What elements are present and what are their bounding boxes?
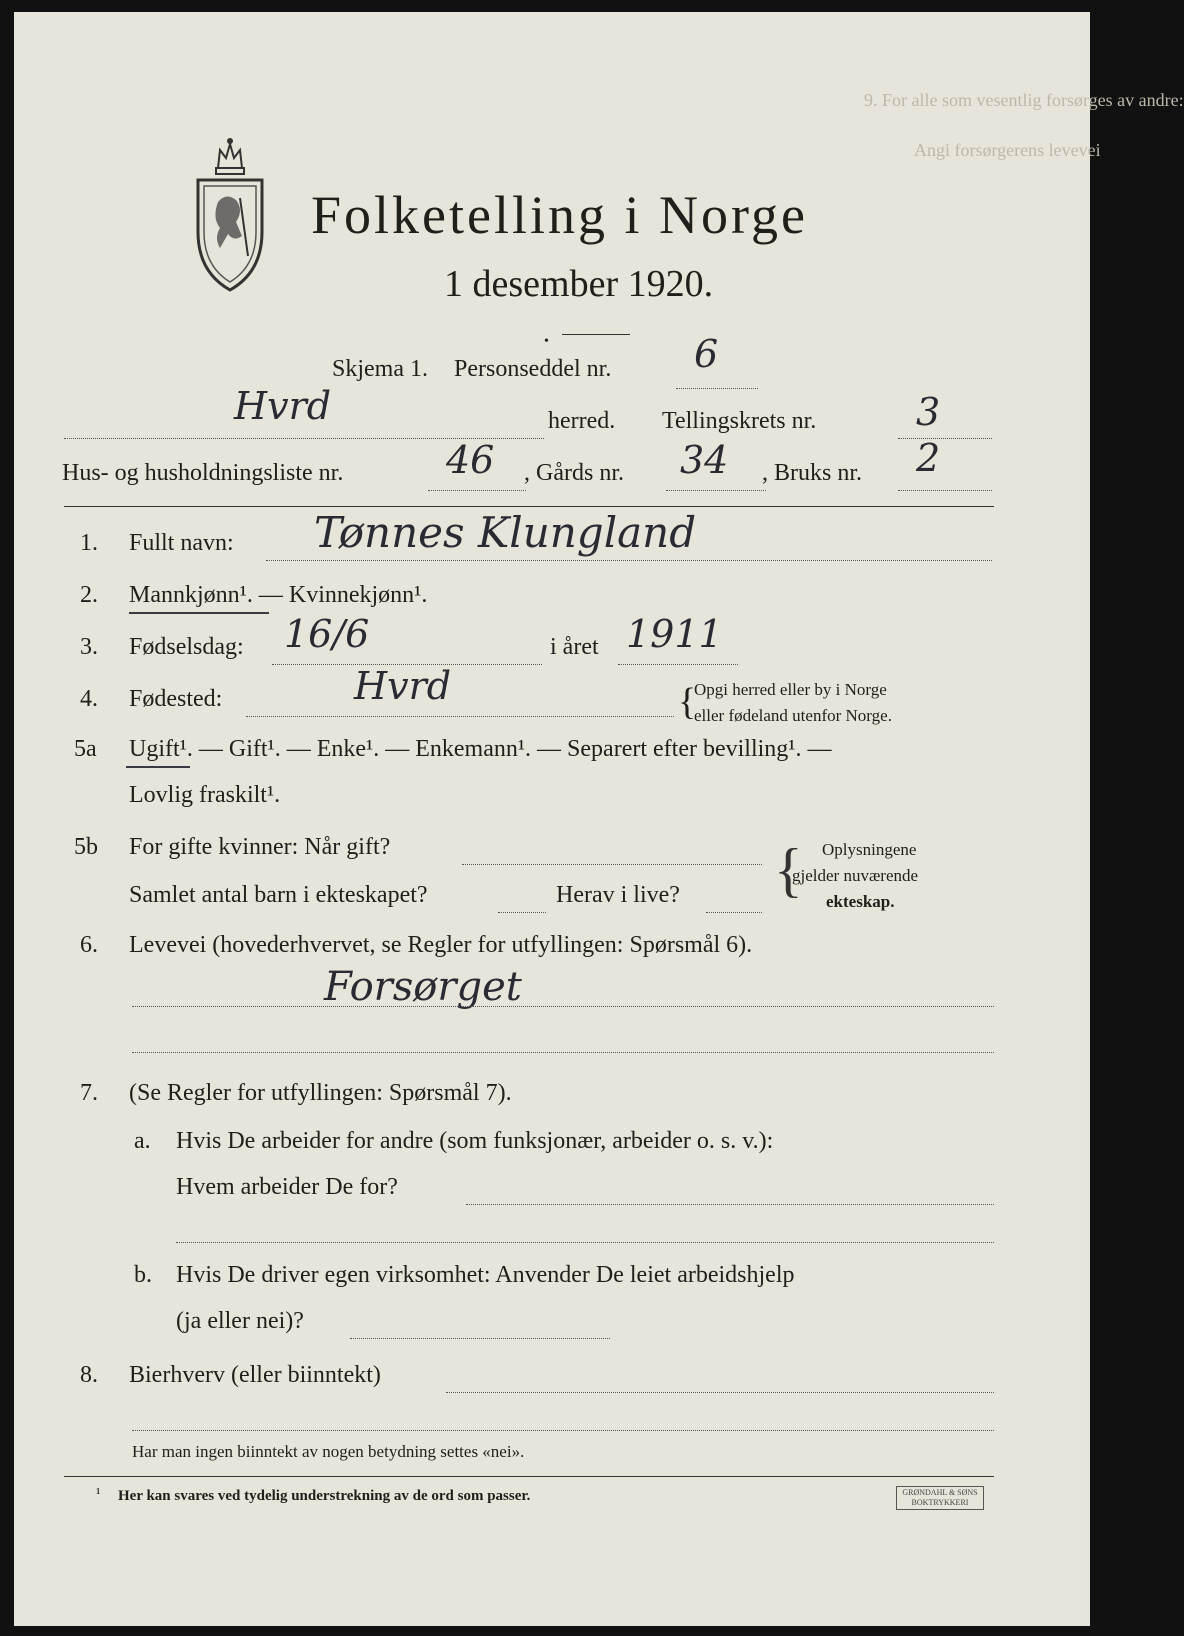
q7b-question: Hvis De driver egen virksomhet: Anvender De leiet arbeidshjelp <box>176 1262 795 1288</box>
birthplace-note-2: eller fødeland utenfor Norge. <box>694 706 892 725</box>
side-income-line-2[interactable] <box>132 1430 994 1431</box>
footnote: Her kan svares ved tydelig understrekning av de ord som passer. <box>118 1488 531 1504</box>
tellingskrets-line <box>898 438 992 439</box>
side-income-line[interactable] <box>446 1392 994 1393</box>
q7a-question: Hvis De arbeider for andre (som funksjonær, arbeider o. s. v.): <box>176 1128 774 1154</box>
tellingskrets-label: Tellingskrets nr. <box>662 408 817 434</box>
occupation-value[interactable]: Forsørget <box>324 964 522 1010</box>
marital-status-options[interactable]: Ugift¹. — Gift¹. — Enke¹. — Enkemann¹. — Separert efter bevilling¹. — <box>129 736 832 762</box>
q7b-yes-no-label: (ja eller nei)? <box>176 1308 304 1334</box>
birthplace-value[interactable]: Hvrd <box>354 664 452 708</box>
marriage-note-2: gjelder nuværende <box>792 866 919 885</box>
q2-number: 2. <box>80 582 98 608</box>
birth-year-value[interactable]: 1911 <box>626 612 723 656</box>
household-list-value[interactable]: 46 <box>446 438 495 482</box>
mannkjonn-underline <box>129 612 269 614</box>
bruks-label: , Bruks nr. <box>762 460 863 486</box>
birthday-value[interactable]: 16/6 <box>284 612 370 656</box>
herred-label: herred. <box>548 408 616 434</box>
gards-line <box>666 490 766 491</box>
census-form-page <box>14 12 1184 1626</box>
q4-number: 4. <box>80 686 98 712</box>
q8-label: Bierhverv (eller biinntekt) <box>129 1362 381 1388</box>
occupation-line-1 <box>132 1006 994 1007</box>
year-line <box>618 664 738 665</box>
employer-line[interactable] <box>466 1204 994 1205</box>
norway-coat-of-arms-icon <box>190 132 270 292</box>
household-list-label: Hus- og husholdningsliste nr. <box>62 460 344 486</box>
q3-number: 3. <box>80 634 98 660</box>
divider-dot: • <box>544 334 549 349</box>
marital-status-options-2[interactable]: Lovlig fraskilt¹. <box>129 782 281 808</box>
personseddel-line <box>676 388 758 389</box>
q5a-number: 5a <box>74 736 97 762</box>
q7-label: (Se Regler for utfyllingen: Spørsmål 7). <box>129 1080 512 1106</box>
bruks-line <box>898 490 992 491</box>
personseddel-label: Personseddel nr. <box>454 356 612 382</box>
birthplace-note-1: Opgi herred eller by i Norge <box>694 680 887 699</box>
bleed-through-text: Angi forsørgerens levevei <box>914 140 1101 160</box>
q1-line <box>266 560 992 561</box>
ugift-underline <box>126 766 190 768</box>
header-separator <box>64 506 994 507</box>
q4-label: Fødested: <box>129 686 223 712</box>
side-income-note: Har man ingen biinntekt av nogen betydning settes «nei». <box>132 1442 525 1461</box>
when-married-line[interactable] <box>462 864 762 865</box>
brace: { <box>678 681 697 723</box>
employer-line-2[interactable] <box>176 1242 994 1243</box>
gards-label: , Gårds nr. <box>524 460 624 486</box>
bruks-value[interactable]: 2 <box>916 436 941 480</box>
sex-options[interactable]: Mannkjønn¹. — Kvinnekjønn¹. <box>129 582 428 608</box>
herred-value[interactable]: Hvrd <box>234 384 332 428</box>
occupation-line-2 <box>132 1052 994 1053</box>
q1-label: Fullt navn: <box>129 530 234 556</box>
footnote-mark: ¹ <box>96 1486 101 1502</box>
q6-number: 6. <box>80 932 98 958</box>
bleed-through-text: 9. For alle som vesentlig forsørges av andre: <box>864 90 1184 110</box>
q5b-children: Samlet antal barn i ekteskapet? <box>129 882 428 908</box>
form-title: Folketelling i Norge <box>311 185 808 245</box>
q6-label: Levevei (hovederhvervet, se Regler for utfyllingen: Spørsmål 6). <box>129 932 753 958</box>
divider <box>562 334 630 335</box>
household-list-line <box>428 490 526 491</box>
q5b-alive: Herav i live? <box>556 882 680 908</box>
q7-number: 7. <box>80 1080 98 1106</box>
children-line[interactable] <box>498 912 546 913</box>
birthplace-line <box>246 716 674 717</box>
full-name-value[interactable]: Tønnes Klungland <box>314 508 697 557</box>
marriage-note-1: Oplysningene <box>822 840 917 859</box>
alive-line[interactable] <box>706 912 762 913</box>
brace: { <box>774 837 803 903</box>
personseddel-value[interactable]: 6 <box>694 332 719 376</box>
printer-stamp: GRØNDAHL & SØNS BOKTRYKKERI <box>896 1486 984 1510</box>
q8-number: 8. <box>80 1362 98 1388</box>
hired-help-line[interactable] <box>350 1338 610 1339</box>
form-date: 1 desember 1920. <box>444 263 714 305</box>
q7b-letter: b. <box>134 1262 152 1288</box>
schema-label: Skjema 1. <box>332 356 428 382</box>
q1-number: 1. <box>80 530 98 556</box>
q3-label: Fødselsdag: <box>129 634 244 660</box>
q7a-employer-label: Hvem arbeider De for? <box>176 1174 398 1200</box>
q5b-when-married: For gifte kvinner: Når gift? <box>129 834 391 860</box>
gards-value[interactable]: 34 <box>680 438 729 482</box>
marriage-note-3: ekteskap. <box>826 892 895 911</box>
year-label: i året <box>550 634 599 660</box>
q5b-number: 5b <box>74 834 98 860</box>
q7a-letter: a. <box>134 1128 151 1154</box>
tellingskrets-value[interactable]: 3 <box>916 390 941 434</box>
footer-separator <box>64 1476 994 1477</box>
